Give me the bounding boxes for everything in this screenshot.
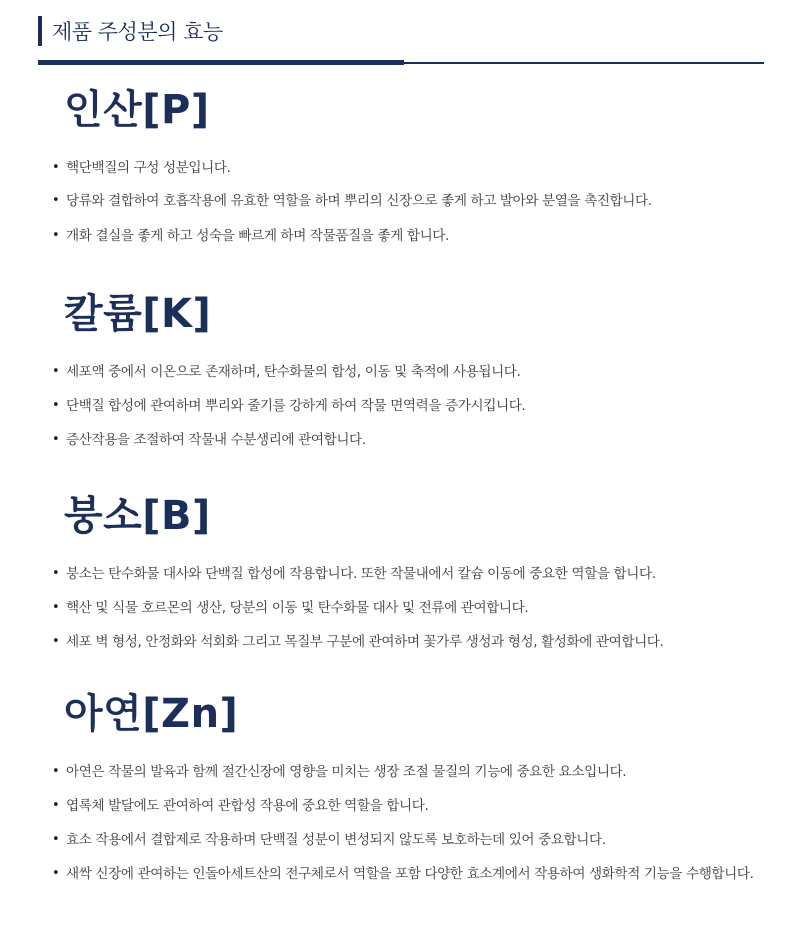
- section-title-potassium: 칼륨[K]: [64, 291, 212, 337]
- page-header: [38, 14, 223, 48]
- bullet-dot-icon: •: [52, 764, 60, 779]
- bullet-dot-icon: •: [52, 160, 60, 175]
- bullet-dot-icon: •: [52, 228, 60, 243]
- header-rule-thin: [404, 62, 764, 64]
- header-rule-thick: [38, 60, 404, 65]
- bullet-dot-icon: •: [52, 398, 60, 413]
- bullet-dot-icon: •: [52, 364, 60, 379]
- bullet-dot-icon: •: [52, 866, 60, 881]
- bullet-dot-icon: •: [52, 832, 60, 847]
- bullet-dot-icon: •: [52, 634, 60, 649]
- bullet-dot-icon: •: [52, 566, 60, 581]
- bullet-dot-icon: •: [52, 600, 60, 615]
- bullet-dot-icon: •: [52, 798, 60, 813]
- bullet-dot-icon: •: [52, 193, 60, 208]
- section-title-boron: 붕소[B]: [64, 493, 211, 539]
- section-title-zinc: 아연[Zn]: [64, 691, 239, 737]
- bullet-dot-icon: •: [52, 432, 60, 447]
- section-title-phosphorus: 인산[P]: [64, 87, 210, 133]
- header-accent-bar: [38, 16, 42, 46]
- page-title: 제품 주성분의 효능: [52, 20, 223, 44]
